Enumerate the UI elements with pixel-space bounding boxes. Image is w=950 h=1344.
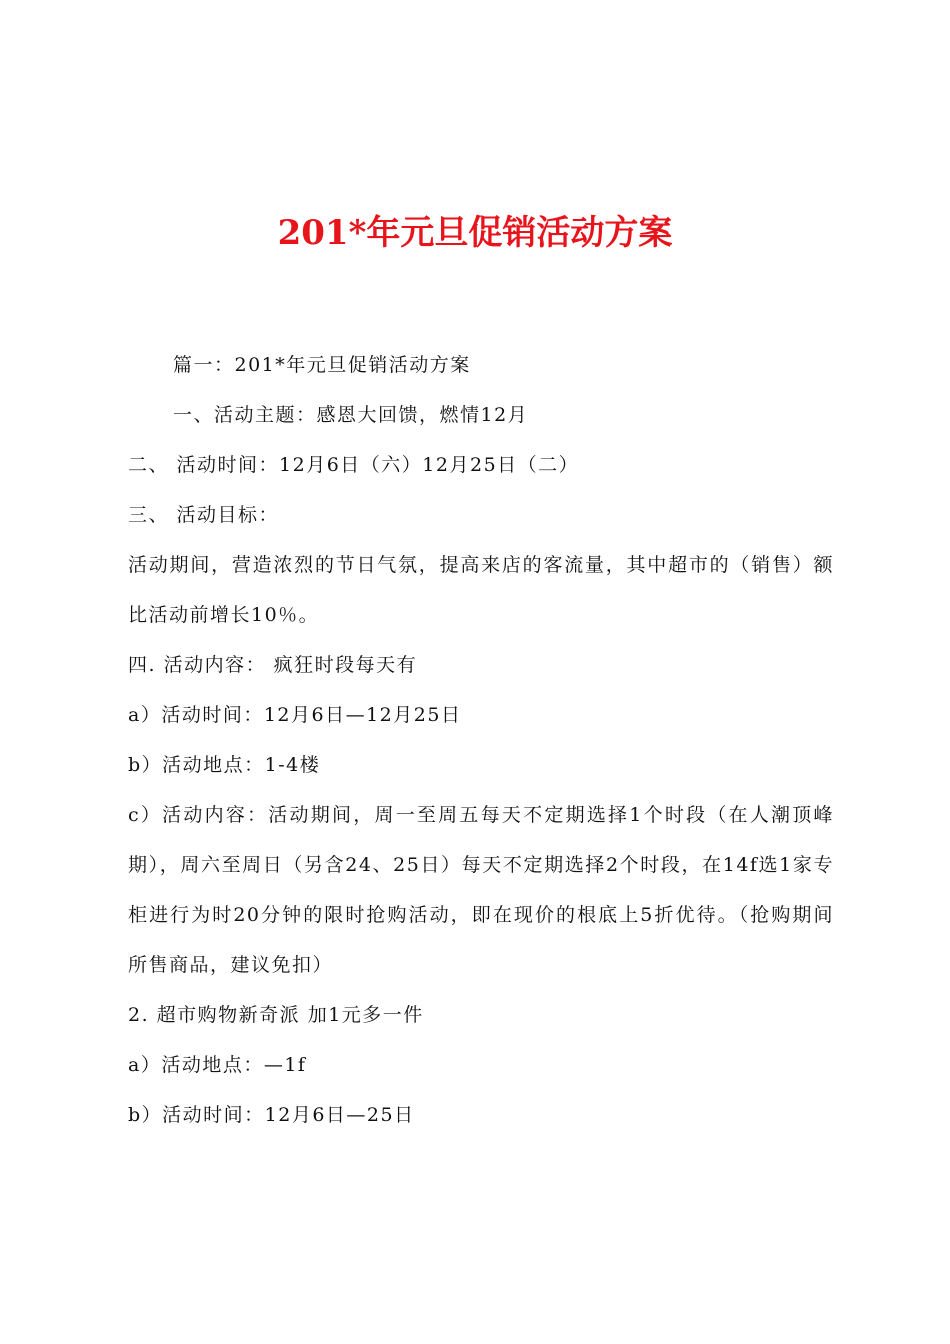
- paragraph-item-c-content: c）活动内容：活动期间，周一至周五每天不定期选择1个时段（在人潮顶峰期），周六至周日（另含24、25日）每天不定期选择2个时段，在14f选1家专柜进行为时20分钟的限时抢购活动，即在现价的根底上5折优待。（抢购期间所售商品，建议免扣）: [128, 804, 834, 976]
- paragraph-item-b-location: b）活动地点：1-4楼: [128, 754, 321, 776]
- paragraph-item-a-location: a）活动地点：—1f: [128, 1054, 307, 1076]
- paragraph-activity-time: 二、 活动时间：12月6日（六）12月25日（二）: [128, 454, 580, 476]
- document-title: 201*年元旦促销活动方案: [277, 213, 673, 253]
- paragraph-activity-content-heading: 四. 活动内容： 疯狂时段每天有: [128, 654, 418, 676]
- paragraph-activity-goal-heading: 三、 活动目标：: [128, 504, 280, 526]
- document-body: [128, 340, 834, 1140]
- paragraph-section-heading: 篇一：201*年元旦促销活动方案: [173, 354, 471, 376]
- paragraph-item-b-time: b）活动时间：12月6日—25日: [128, 1104, 415, 1126]
- paragraph-activity-goal: 活动期间，营造浓烈的节日气氛，提高来店的客流量，其中超市的（销售）额比活动前增长10％。: [128, 554, 834, 626]
- paragraph-item-a-time: a）活动时间：12月6日—12月25日: [128, 704, 462, 726]
- paragraph-section-2-heading: 2. 超市购物新奇派 加1元多一件: [128, 1004, 424, 1026]
- paragraph-activity-theme: 一、活动主题：感恩大回馈，燃情12月: [173, 404, 529, 426]
